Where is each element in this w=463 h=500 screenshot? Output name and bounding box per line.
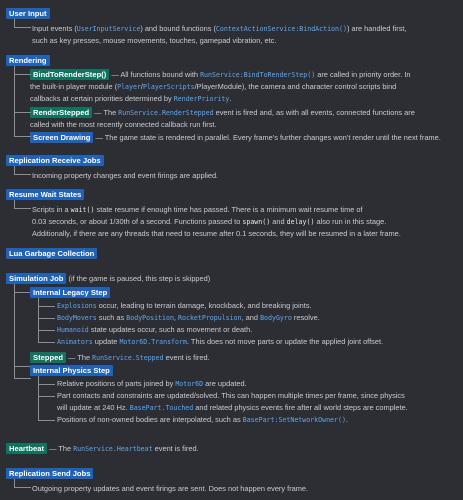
physics-line-3: will update at 240 Hz. BasePart.Touched and related physics events fire after all world steps are complete.: [57, 403, 408, 412]
heartbeat-label: Heartbeat: [6, 443, 47, 454]
legacy-step-header: Internal Legacy Step: [30, 287, 110, 298]
connector-line: [14, 166, 31, 175]
bind-to-render-step-label: BindToRenderStep(): [30, 69, 109, 80]
physics-step-header: Internal Physics Step: [30, 365, 113, 376]
connector-line: [14, 66, 31, 137]
user-input-desc: Input events (UserInputService) and bound functions (ContextActionService:BindAction()) are handled first, such as key presses, mouse movements, touches, gamepad vibration, etc.: [32, 24, 407, 45]
screen-drawing-block: Screen Drawing — The game state is rendered in parallel. Every frame's further changes won't render until the next frame.: [30, 132, 463, 144]
lua-gc-header: Lua Garbage Collection: [6, 248, 97, 259]
physics-line-4: Positions of non-owned bodies are interpolated, such as BasePart:SetNetworkOwner().: [57, 415, 348, 424]
rendering-header: Rendering: [6, 55, 50, 66]
connector-line: [14, 19, 31, 28]
stepped-label: Stepped: [30, 352, 66, 363]
section-replication-send: [0, 468, 463, 495]
connector-line: [38, 376, 55, 421]
section-lua-gc: [0, 248, 463, 260]
replication-receive-header: Replication Receive Jobs: [6, 155, 104, 166]
connector-line: [38, 298, 55, 343]
section-resume-wait: [0, 189, 463, 240]
section-replication-receive: [0, 155, 463, 182]
legacy-line-1: Explosions occur, leading to terrain damage, knockback, and breaking joints.: [57, 301, 312, 310]
replication-receive-desc: Incoming property changes and event firings are applied.: [32, 171, 219, 180]
simulation-note: (if the game is paused, this step is skipped): [66, 274, 211, 283]
section-heartbeat: Heartbeat — The RunService.Heartbeat event is fired.: [0, 443, 463, 455]
resume-wait-desc: Scripts in a wait() state resume if enough time has passed. There is a minimum wait resume time of 0.03 seconds, or about 1/30th of a second. Functions passed to spawn() and delay() also run in this stage. Additionally, if there are any threads that need to resume after 0.1 seconds, they will be resumed in a later frame.: [32, 205, 401, 238]
section-user-input: [0, 8, 463, 47]
render-bind-block: BindToRenderStep() — All functions bound with RunService:BindToRenderStep() are called in priority order. In the built-in player module (Player/PlayerScripts/PlayerModule), the camera and character control scripts bind callbacks at certain priorities determined by RenderPriority.: [30, 70, 411, 103]
user-input-header: User Input: [6, 8, 50, 19]
connector-line: [14, 284, 31, 379]
render-stepped-block: RenderStepped — The RunService.RenderStepped event is fired and, as with all events, connected functions are called with the most recently connected callback run first.: [30, 108, 415, 129]
stepped-block: Stepped — The RunService.Stepped event is fired.: [30, 352, 463, 364]
physics-step: [30, 365, 463, 426]
physics-line-1: Relative positions of parts joined by Motor6D are updated.: [57, 379, 247, 388]
legacy-step: [30, 287, 463, 348]
simulation-header: Simulation Job: [6, 273, 66, 284]
section-rendering: [0, 55, 463, 144]
legacy-line-4: Animators update Motor6D.Transform. This does not move parts or update the applied joint offset.: [57, 337, 384, 346]
legacy-line-2: BodyMovers such as BodyPosition, RocketPropulsion, and BodyGyro resolve.: [57, 313, 320, 322]
connector-line: [14, 479, 31, 488]
render-stepped-label: RenderStepped: [30, 107, 92, 118]
physics-line-2: Part contacts and constraints are updated/solved. This can happen multiple times per frame, since physics: [57, 391, 405, 400]
screen-drawing-label: Screen Drawing: [30, 132, 93, 143]
replication-send-header: Replication Send Jobs: [6, 468, 93, 479]
resume-wait-header: Resume Wait States: [6, 189, 84, 200]
section-simulation: [0, 273, 463, 426]
legacy-line-3: Humanoid state updates occur, such as movement or death.: [57, 325, 253, 334]
connector-line: [14, 200, 31, 209]
replication-send-desc: Outgoing property updates and event firings are sent. Does not happen every frame.: [32, 484, 309, 493]
